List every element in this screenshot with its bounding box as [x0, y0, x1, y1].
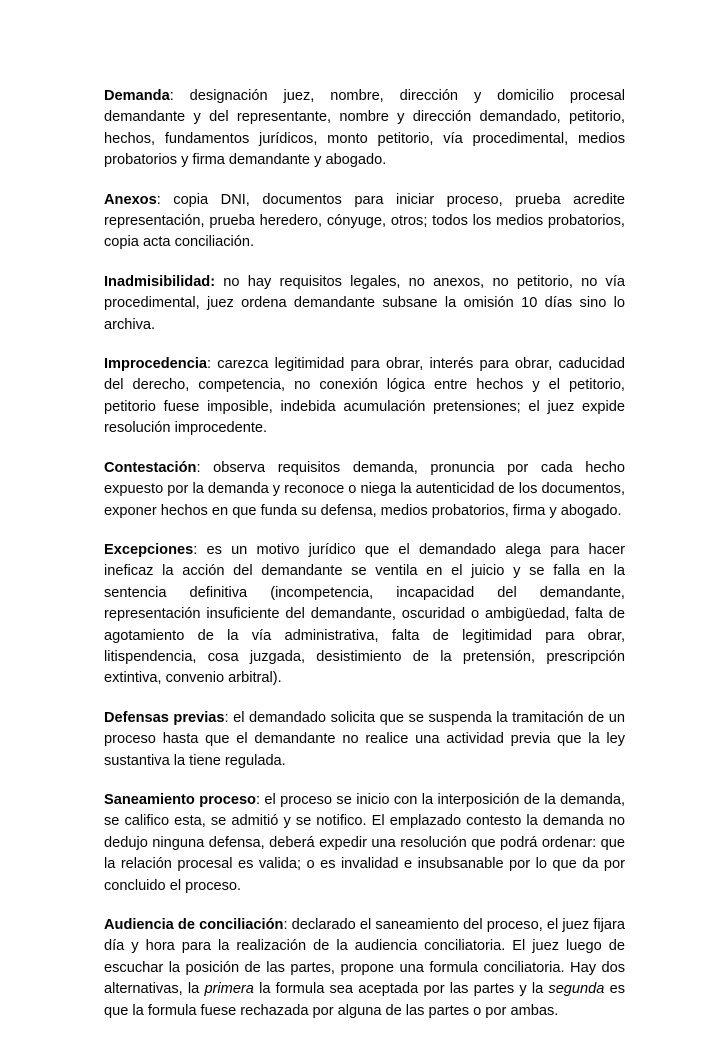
- document-page: [104, 86, 625, 1040]
- term-excepciones: Excepciones: [104, 541, 194, 558]
- text-improcedencia: : carezca legitimidad para obrar, interés para obrar, caducidad del derecho, competencia, no conexión lógica entre hechos y el petitorio, petitorio fuese imposible, indebida acumulación pretensiones; el juez expide resolución improcedente.: [104, 356, 625, 437]
- term-improcedencia: Improcedencia: [104, 356, 208, 373]
- term-inadmisibilidad: Inadmisibilidad:: [104, 273, 216, 290]
- text-anexos: : copia DNI, documentos para iniciar proceso, prueba acredite representación, prueba heredero, cónyuge, otros; todos los medios probatorios, copia acta conciliación.: [104, 191, 625, 251]
- text-defensas-previas: : el demandado solicita que se suspenda la tramitación de un proceso hasta que el demandante no realice una actividad previa que la ley sustantiva la tiene regulada.: [104, 709, 625, 769]
- paragraph-anexos: [104, 190, 625, 254]
- term-saneamiento: Saneamiento proceso: [104, 791, 256, 808]
- term-contestacion: Contestación: [104, 459, 197, 476]
- paragraph-demanda: [104, 86, 625, 172]
- paragraph-saneamiento: [104, 790, 625, 897]
- paragraph-improcedencia: [104, 354, 625, 440]
- text-demanda: : designación juez, nombre, dirección y domicilio procesal demandante y del representante, nombre y dirección demandado, petitorio, hechos, fundamentos jurídicos, monto petitorio, vía procedimental, medios probatorios y firma demandante y abogado.: [104, 88, 625, 169]
- emphasis-segunda: segunda: [548, 981, 605, 998]
- term-audiencia: Audiencia de conciliación: [104, 917, 284, 933]
- paragraph-excepciones: [104, 540, 625, 690]
- paragraph-audiencia: [104, 915, 625, 1022]
- text-inadmisibilidad: no hay requisitos legales, no anexos, no petitorio, no vía procedimental, juez ordena demandante subsane la omisión 10 días sino lo archiva.: [104, 273, 625, 333]
- paragraph-contestacion: [104, 458, 625, 522]
- text-audiencia-2: la formula sea aceptada por las partes y la: [253, 981, 549, 998]
- term-anexos: Anexos: [104, 191, 157, 208]
- paragraph-inadmisibilidad: [104, 272, 625, 336]
- paragraph-defensas-previas: [104, 708, 625, 772]
- term-demanda: Demanda: [104, 88, 170, 104]
- text-audiencia-1: : declarado el saneamiento del proceso, el juez fijara día y hora para la realización de la audiencia conciliatoria. El juez luego de escuchar la posición de las partes, propone una formula conciliatoria. Hay dos alternativas, la: [104, 917, 625, 998]
- text-audiencia-3: es que la formula fuese rechazada por alguna de las partes o por ambas.: [104, 981, 625, 1019]
- term-defensas-previas: Defensas previas: [104, 709, 225, 726]
- text-excepciones: : es un motivo jurídico que el demandado alega para hacer ineficaz la acción del demandante se ventila en el juicio y se falla en la sentencia definitiva (incompetencia, incapacidad del demandante, representación insuficiente del demandante, oscuridad o ambigüedad, falta de agotamiento de la vía administrativa, falta de legitimidad para obrar, litispendencia, cosa juzgada, desistimiento de la pretensión, prescripción extintiva, convenio arbitral).: [104, 541, 625, 687]
- text-saneamiento: : el proceso se inicio con la interposición de la demanda, se califico esta, se admitió y se notifico. El emplazado contesto la demanda no dedujo ninguna defensa, deberá expedir una resolución que podrá ordenar: que la relación procesal es valida; o es invalidad e insubsanable por lo que da por concluido el proceso.: [104, 791, 625, 894]
- text-contestacion: : observa requisitos demanda, pronuncia por cada hecho expuesto por la demanda y reconoce o niega la autenticidad de los documentos, exponer hechos en que funda su defensa, medios probatorios, firma y abogado.: [104, 459, 625, 519]
- emphasis-primera: primera: [204, 981, 254, 998]
